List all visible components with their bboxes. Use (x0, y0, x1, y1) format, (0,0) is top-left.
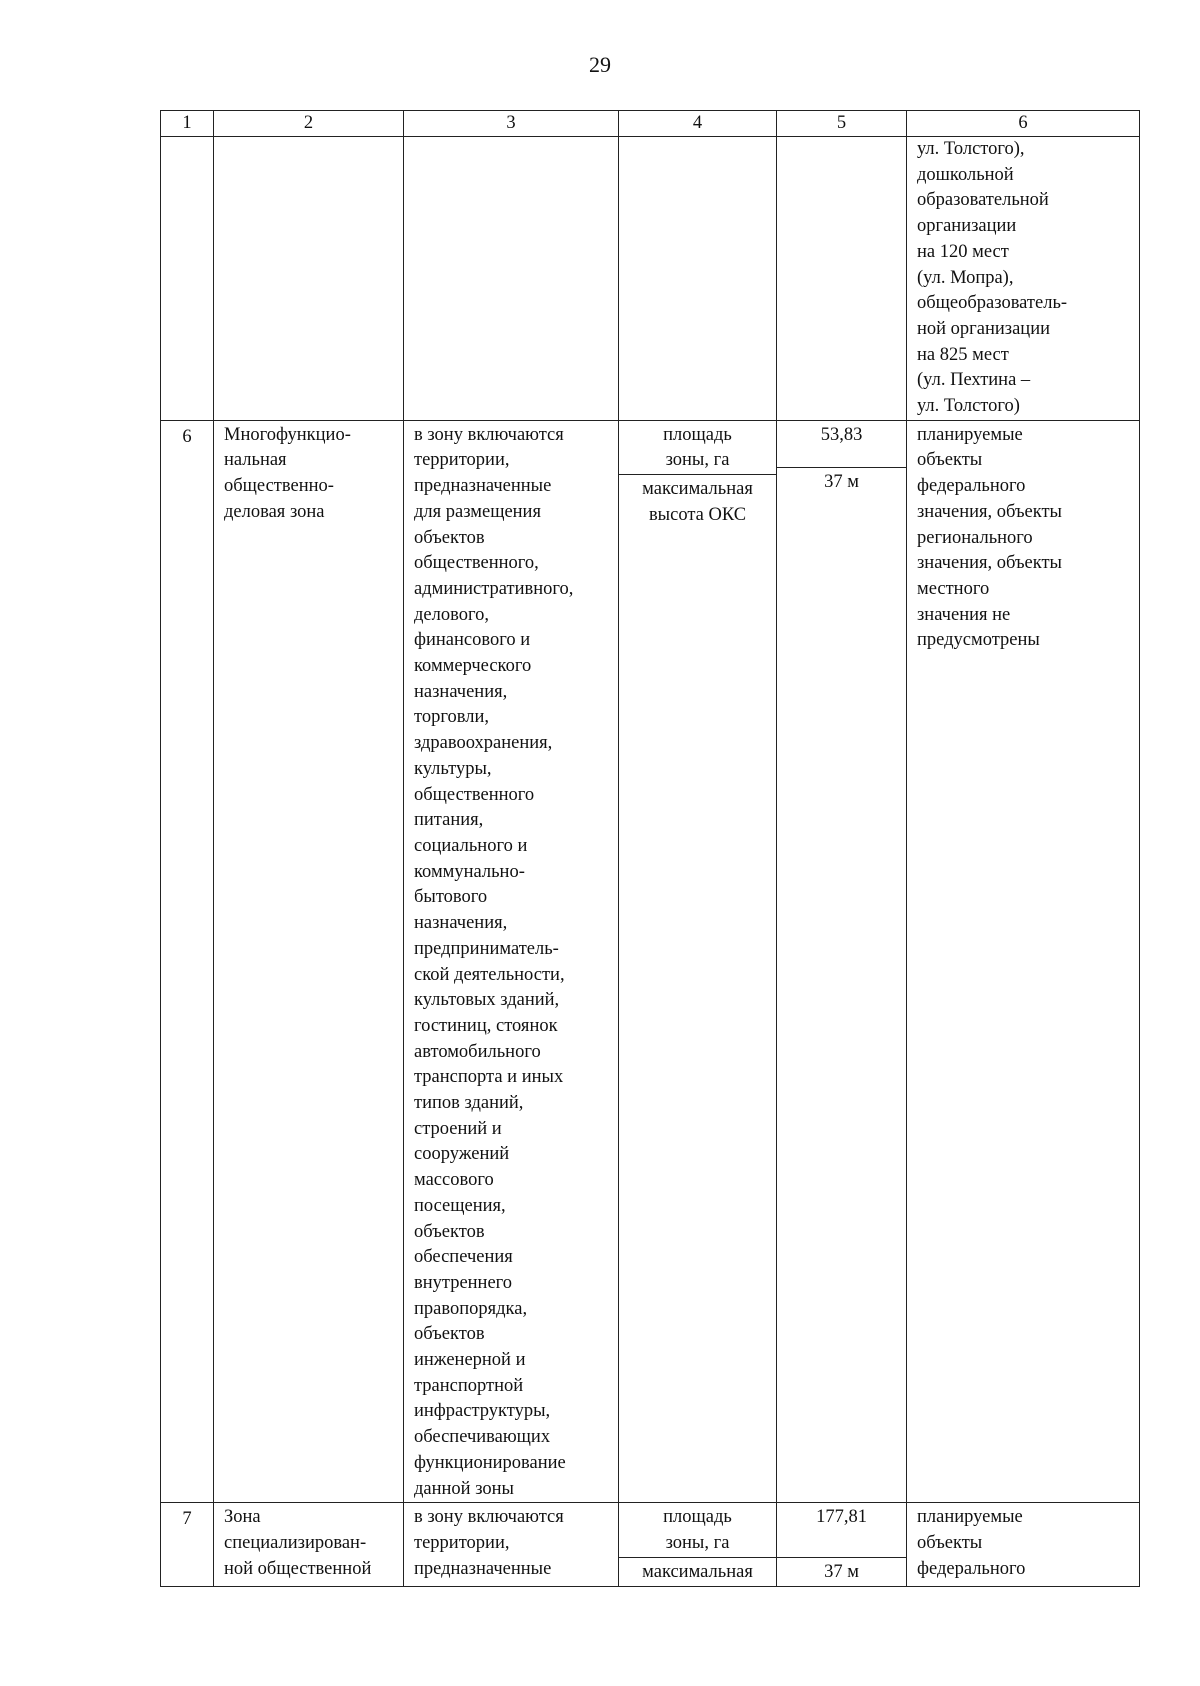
header-cell: 2 (214, 111, 404, 137)
table-row (161, 1503, 1140, 1587)
planned-objects: ул. Толстого), дошкольной образовательной организации на 120 мест (ул. Мопра), общеобразователь- ной организации на 825 мест (ул. Пехтина – ул. Толстого) (907, 137, 1140, 421)
values-cell (777, 1503, 907, 1587)
params-cell (619, 420, 777, 1503)
header-cell: 3 (404, 111, 619, 137)
planned-objects: планируемые объекты федерального значения, объекты регионального значения, объекты местного значения не предусмотрены (907, 420, 1140, 1503)
value-area: 177,81 (777, 1503, 906, 1558)
params-cell (619, 137, 777, 421)
header-cell: 5 (777, 111, 907, 137)
zone-description (404, 137, 619, 421)
zones-table (160, 110, 1140, 1587)
value-max-height: 37 м (824, 1562, 859, 1583)
table-row (161, 420, 1140, 1503)
page-number: 29 (589, 52, 611, 77)
zone-description: в зону включаются территории, предназначенные для размещения объектов общественного, административного, делового, финансового и коммерческого назначения, торговли, здравоохранения, культуры, общественного питания, социального и коммунально- бытового назначения, предприниматель- ской деятельности, культовых зданий, гостиниц, стоянок автомобильного транспорта и иных типов зданий, строений и сооружений массового посещения, объектов обеспечения внутреннего правопорядка, объектов инженерной и транспортной инфраструктуры, обеспечивающих функционирование данной зоны (404, 420, 619, 1503)
header-cell: 6 (907, 111, 1140, 137)
table-header-row (161, 111, 1140, 137)
value-max-height: 37 м (824, 471, 859, 492)
values-cell (777, 420, 907, 1503)
zone-name: Многофункцио- нальная общественно- деловая зона (214, 420, 404, 1503)
zone-description: в зону включаются территории, предназначенные (404, 1503, 619, 1587)
row-number (161, 137, 214, 421)
value-area: 53,83 (777, 421, 906, 468)
param-max-height: максимальная (642, 1561, 753, 1582)
row-number: 6 (161, 420, 214, 1503)
table-row (161, 137, 1140, 421)
row-number: 7 (161, 1503, 214, 1587)
params-cell (619, 1503, 777, 1587)
zone-name: Зона специализирован- ной общественной (214, 1503, 404, 1587)
param-max-height: максимальная высота ОКС (642, 479, 753, 525)
values-cell (777, 137, 907, 421)
zone-name (214, 137, 404, 421)
planned-objects: планируемые объекты федерального (907, 1503, 1140, 1587)
param-area: площадь зоны, га (619, 1503, 776, 1557)
header-cell: 1 (161, 111, 214, 137)
header-cell: 4 (619, 111, 777, 137)
param-area: площадь зоны, га (619, 421, 776, 475)
